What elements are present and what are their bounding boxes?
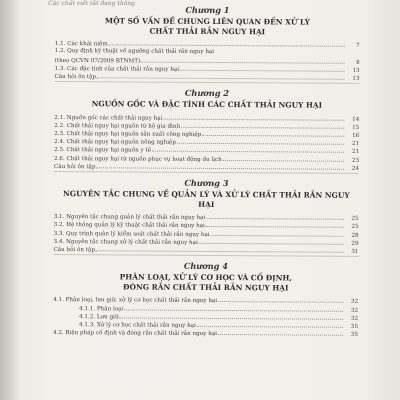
toc-leader-dots (202, 130, 344, 137)
toc-entry-title: 2.5. Chất thải nguy hại nguồn y tế (54, 147, 152, 155)
toc-leader-dots (223, 155, 344, 162)
toc-entry-title: 1.3. Các đặc tính của chất thải rắn nguy hại (54, 65, 180, 73)
chapter-section (55, 4, 360, 85)
toc-entry-title: 4.1.1. Phân loại (79, 305, 124, 312)
toc-page-number: 13 (352, 75, 360, 82)
toc-entry-title: 2.3. Chất thải nguy hại nguồn sản xuất công nghiệp (54, 131, 202, 138)
toc-page-number: 35 (350, 323, 359, 330)
chapter-title (53, 272, 358, 293)
toc-entry-title: 3.4. Nguyên tắc chung xử lý chất thải rắn nguy hại (53, 238, 198, 246)
toc-page-number: 21 (351, 149, 360, 156)
toc-entry-title: 4.2. Biện pháp cố định và đóng rắn chất thải rắn nguy hại (52, 330, 217, 338)
toc-page-number: 32 (350, 307, 359, 314)
chapter-title-line: PHÂN LOẠI, XỬ LÝ CƠ HỌC VÀ CỐ ĐỊNH, (119, 272, 292, 283)
toc-entry-title: 3.1. Nguyên tắc chung quản lý chất thải rắn nguy hại (53, 214, 206, 222)
chapter-label: Chương 2 (184, 87, 230, 99)
toc-page-number: 29 (351, 240, 359, 247)
toc-entry-title: Câu hỏi ôn tập (54, 73, 97, 81)
toc-page-number: 25 (351, 216, 359, 223)
chapter-title-line: MỘT SỐ VẤN ĐỀ CHUNG LIÊN QUAN ĐẾN XỬ LÝ (104, 16, 310, 27)
toc-page-number: 28 (351, 232, 359, 239)
toc-leader-dots (152, 146, 344, 153)
chapter-title-line: CHẤT THẢI RẮN NGUY HẠI (149, 26, 266, 36)
toc-page-number: 24 (351, 165, 360, 172)
toc-entry-title: 1.2. Quy định kỹ thuật về ngưỡng chất thải rắn nguy hại (54, 48, 215, 56)
toc-leader-dots (97, 72, 345, 80)
toc-entry-title: 4.1. Phân loại, lưu giữ, xử lý cơ học chất thải rắn nguy hại (53, 297, 218, 305)
chapter-label: Chương 1 (185, 4, 230, 16)
toc-page-number: 15 (352, 124, 360, 131)
chapter-title (54, 189, 359, 210)
chapter-title-line: NGUYÊN TẮC CHUNG VỀ QUẢN LÝ VÀ XỬ LÝ CHẤT THẢI RẮN NGUY HẠI (63, 189, 350, 209)
toc-entry-title: Câu hỏi ôn tập (53, 246, 95, 254)
toc-page-number: 13 (352, 67, 360, 74)
toc-entry-title: 2.2. Chất thải nguy hại nguồn từ hộ gia đình (54, 122, 181, 130)
toc-leader-dots (197, 321, 343, 328)
toc-entry-title: 1.1. Các khái niệm (54, 41, 108, 48)
toc-page-number: 7 (356, 43, 360, 50)
toc-page-number: 25 (351, 224, 359, 231)
toc-leader-dots (206, 213, 343, 220)
toc-entry[interactable] (53, 328, 358, 338)
toc-page-number: 35 (350, 331, 359, 338)
chapter-section (54, 87, 360, 175)
chapter-title-line: NGUỒN GỐC VÀ ĐẶC TÍNH CÁC CHẤT THẢI NGUY HẠI (91, 99, 323, 110)
toc-entry-title: 2.4. Chất thải nguy hại nguồn nông nghiệp (54, 139, 176, 147)
toc-entry-title: (theo QCVN 07/2009 BTNMT) (54, 57, 141, 65)
toc-leader-dots (96, 162, 344, 170)
toc-leader-dots (124, 304, 343, 311)
toc-entry-title: Câu hỏi ôn tập (53, 163, 96, 171)
toc-leader-dots (177, 138, 344, 145)
chapter-section (53, 177, 358, 258)
toc-leader-dots (218, 329, 343, 336)
toc-leader-dots (163, 113, 344, 120)
chapter-label: Chương 3 (184, 177, 229, 189)
binding-shadow (0, 0, 20, 400)
toc-entry-title: 3.3. Quy trình quản lý kiểm soát chất thải rắn nguy hại (53, 230, 210, 238)
chapter-title-line: ĐÓNG RẮN CHẤT THẢI RẮN NGUY HẠI (123, 282, 289, 293)
toc-page-number: 32 (350, 315, 359, 322)
toc-leader-dots (218, 296, 343, 303)
toc-leader-dots (206, 221, 344, 228)
toc-leader-dots (120, 312, 344, 319)
chapter-section (53, 260, 358, 338)
toc-leader-dots (199, 238, 344, 245)
toc-entry-title: 4.1.2. Lưu giữ (79, 313, 119, 321)
toc-leader-dots (215, 48, 345, 54)
toc-page-number: 23 (351, 157, 360, 164)
chapter-title (54, 99, 359, 110)
toc-entry-title: 2.1. Nguồn gốc các chất thải nguy hại (54, 114, 163, 122)
toc-page-number: 31 (351, 248, 359, 255)
toc-page-number: 14 (352, 116, 360, 123)
toc-entry-title: 3.2. Hệ thống quản lý kỹ thuật chất thải rắn nguy hại (53, 222, 205, 230)
toc-entry-title: 2.6. Chất thải nguy hại từ nguồn phục vụ hoạt động du lịch (54, 155, 222, 163)
chapter-title (55, 16, 360, 37)
toc-leader-dots (211, 230, 344, 237)
toc-leader-dots (181, 122, 344, 129)
toc-leader-dots (180, 65, 345, 72)
chapter-label: Chương 4 (183, 260, 228, 272)
table-of-contents (53, 4, 360, 340)
toc-entry-title: 4.1.3. Xử lý cơ học chất thải rắn nguy hại (79, 322, 196, 329)
toc-page-number: 16 (352, 132, 360, 139)
header-fragment: Các chất viết tắt đang thông (47, 0, 136, 7)
toc-page-number: 32 (351, 299, 359, 306)
toc-leader-dots (96, 245, 344, 253)
toc-page-number: 8 (356, 59, 360, 66)
toc-page-number: 21 (352, 141, 360, 148)
toc-leader-dots (109, 40, 345, 47)
toc-leader-dots (141, 56, 345, 63)
